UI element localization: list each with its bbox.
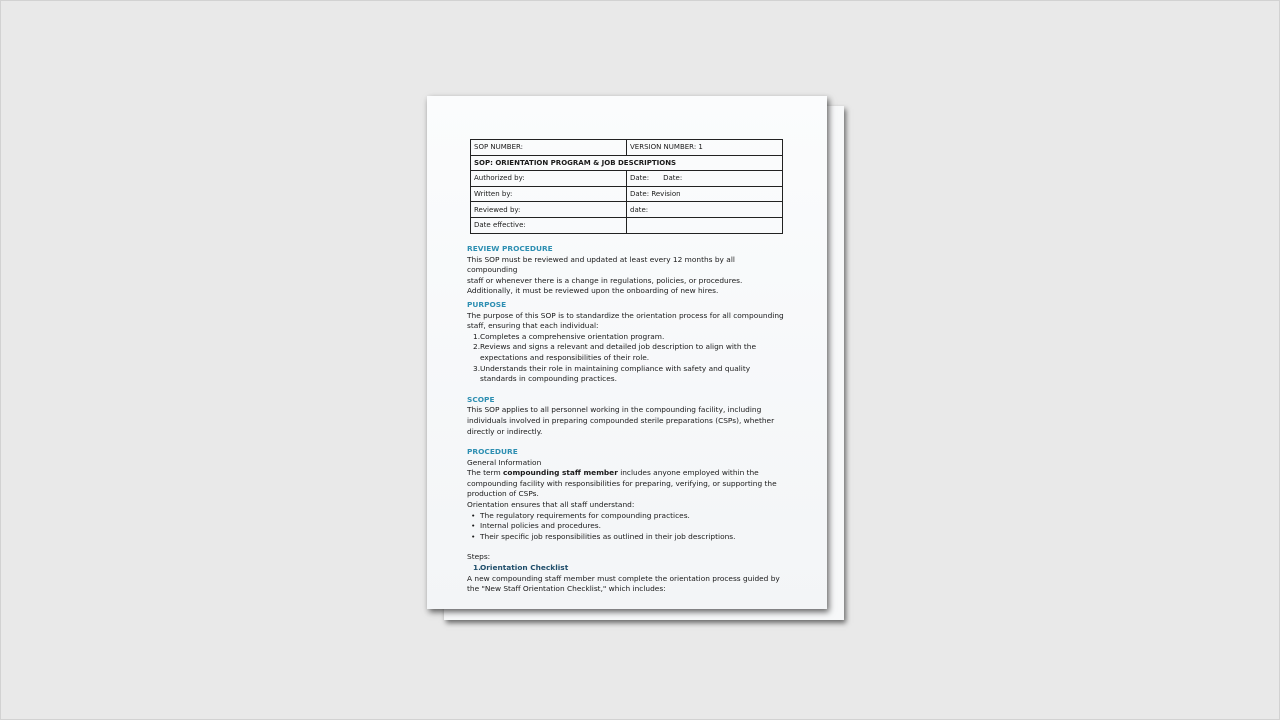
- review-line-3: Additionally, it must be reviewed upon the onboarding of new hires.: [467, 286, 719, 296]
- review-line-2: staff or whenever there is a change in regulations, policies, or procedures.: [467, 275, 743, 285]
- sop-title-cell: SOP: ORIENTATION PROGRAM & JOB DESCRIPTIONS: [471, 155, 783, 171]
- orientation-intro: Orientation ensures that all staff understand:: [467, 500, 635, 510]
- procedure-line-3: production of CSPs.: [467, 489, 539, 499]
- procedure-heading: PROCEDURE: [467, 447, 518, 457]
- purpose-list: [467, 332, 785, 385]
- date-revision-cell: [627, 186, 783, 202]
- sop-number-cell: SOP NUMBER:: [471, 140, 627, 156]
- term-line: The term compounding staff member includes anyone employed within the: [467, 468, 759, 478]
- document-page: [427, 96, 827, 609]
- date-effective-cell: Date effective:: [471, 217, 627, 233]
- written-by-cell: Written by:: [471, 186, 627, 202]
- scope-line-3: directly or indirectly.: [467, 426, 543, 436]
- general-info-subheading: General Information: [467, 457, 542, 467]
- procedure-line-2: compounding facility with responsibilities for preparing, verifying, or supporting the: [467, 478, 777, 488]
- list-item: • The regulatory requirements for compounding practices.: [480, 511, 785, 522]
- scope-line-1: This SOP applies to all personnel working in the compounding facility, including: [467, 405, 762, 415]
- date-label-a: Date:: [630, 174, 650, 183]
- date-label-b: Date:: [663, 174, 683, 183]
- list-item: 2. Reviews and signs a relevant and detailed job description to align with the expectations and responsibilities of their role.: [473, 342, 756, 362]
- review-line-1: This SOP must be reviewed and updated at least every 12 months by all compounding: [467, 254, 735, 275]
- purpose-line-1: The purpose of this SOP is to standardize the orientation process for all compounding: [467, 310, 784, 320]
- step1-line-2: the "New Staff Orientation Checklist," which includes:: [467, 584, 666, 594]
- scope-line-2: individuals involved in preparing compounded sterile preparations (CSPs), whether: [467, 415, 775, 425]
- scope-heading: SCOPE: [467, 394, 495, 404]
- steps-label: Steps:: [467, 552, 491, 562]
- date-lower-cell: date:: [627, 202, 783, 218]
- purpose-heading: PURPOSE: [467, 299, 507, 309]
- list-item: • Their specific job responsibilities as outlined in their job descriptions.: [480, 532, 785, 543]
- steps-list: [467, 563, 785, 574]
- step1-line-1: A new compounding staff member must complete the orientation process guided by: [467, 573, 780, 583]
- list-item: 3. Understands their role in maintaining compliance with safety and quality standards in compounding practices.: [473, 363, 751, 384]
- step-orientation-checklist: 1. Orientation Checklist: [473, 563, 569, 573]
- list-item: • Internal policies and procedures.: [480, 521, 785, 532]
- document-body: [467, 244, 785, 595]
- date-label-c: Date:: [630, 190, 650, 199]
- orientation-bullets: [467, 511, 785, 543]
- date-cell: [627, 171, 783, 187]
- purpose-line-2: staff, ensuring that each individual:: [467, 321, 599, 331]
- revision-label: Revision: [651, 190, 681, 199]
- authorized-by-cell: Authorized by:: [471, 171, 627, 187]
- reviewed-by-cell: Reviewed by:: [471, 202, 627, 218]
- sop-header-table: [470, 139, 783, 234]
- empty-cell: [627, 217, 783, 233]
- review-heading: REVIEW PROCEDURE: [467, 244, 553, 253]
- version-number-cell: VERSION NUMBER: 1: [627, 140, 783, 156]
- list-item: 1. Completes a comprehensive orientation program.: [473, 331, 665, 341]
